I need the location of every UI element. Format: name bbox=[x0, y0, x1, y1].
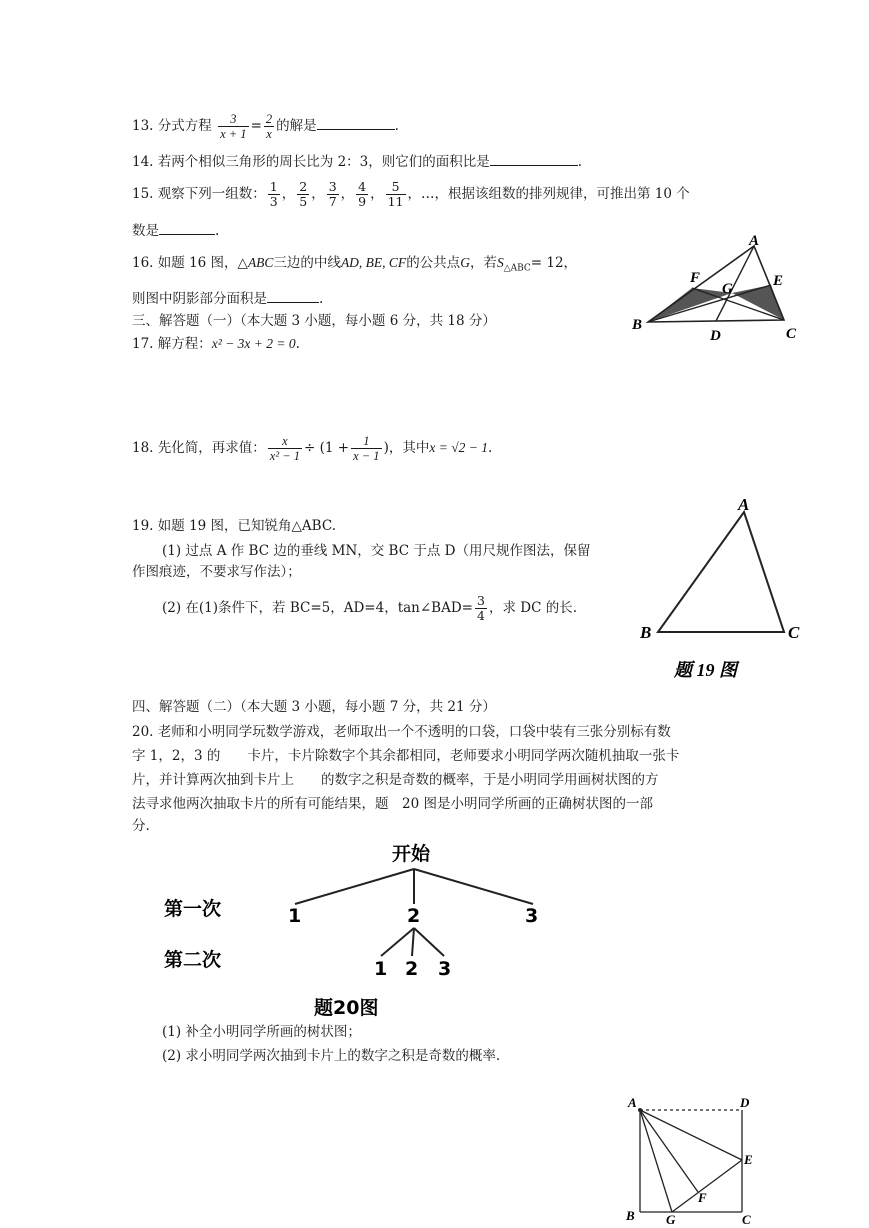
answer-blank[interactable] bbox=[267, 288, 319, 303]
fraction-2-over-x: $\frac{2}{x}$ bbox=[265, 112, 273, 141]
label-b: B bbox=[626, 1208, 635, 1223]
question-19-part-1: (1) 过点 A 作 BC 边的垂线 MN，交 BC 于点 D（用尺规作图法，保留 bbox=[162, 543, 591, 559]
figure-20-caption: 题20图 bbox=[314, 997, 379, 1019]
fraction-x-over-x2-minus-1: $\frac{x}{\text{x² − 1}}$ bbox=[269, 434, 301, 463]
tree-root-label: 开始 bbox=[392, 843, 431, 865]
branch-2-2 bbox=[412, 928, 414, 956]
question-17: 17. 解方程：x² − 3x + 2 = 0. bbox=[132, 336, 300, 352]
answer-blank[interactable] bbox=[159, 220, 215, 235]
label-d: D bbox=[710, 328, 721, 344]
tree-first-1: 1 bbox=[288, 905, 302, 927]
branch-root-1 bbox=[295, 869, 414, 904]
question-19-part-2: (2) 在(1)条件下，若 BC=5，AD=4，tan∠BAD= $\frac{3}{4}$ ，求 DC 的长. bbox=[162, 593, 577, 623]
label-c: C bbox=[742, 1212, 751, 1227]
triangle-abc bbox=[658, 512, 784, 632]
answer-blank[interactable] bbox=[490, 151, 578, 166]
segment-ge bbox=[672, 1160, 742, 1212]
sequence-fraction: $\frac{2}{5}$ bbox=[299, 179, 308, 209]
question-19-part-1-cont: 作图痕迹，不要求写作法）； bbox=[132, 564, 301, 580]
question-16: 16. 如题 16 图，△ABC三边的中线AD, BE, CF的公共点G，若$S_{\triangle ABC}= 12$， bbox=[132, 255, 578, 274]
figure-19-caption: 题 19 图 bbox=[674, 660, 737, 680]
sequence-fraction: $\frac{1}{3}$ bbox=[269, 179, 278, 209]
question-15: 15. 观察下列一组数： $\frac{1}{3}$ ， $\frac{2}{5}$ ， $\frac{3}{7}$ ， $\frac{4}{9}$ ， $\frac{5}{11}$ ，…，根据该组数的排列规律，可推出第 10 个 bbox=[132, 179, 690, 209]
branch-2-3 bbox=[414, 928, 444, 956]
branch-2-1 bbox=[381, 928, 414, 956]
tree-first-2: 2 bbox=[407, 905, 421, 927]
label-c: C bbox=[788, 623, 800, 642]
label-a: A bbox=[749, 233, 760, 249]
question-14: 14. 若两个相似三角形的周长比为 2：3，则它们的面积比是 . bbox=[132, 151, 582, 172]
segment-ag bbox=[640, 1110, 672, 1212]
question-20-line-4: 法寻求他两次抽取卡片的所有可能结果，题 20 图是小明同学所画的正确树状图的一部 bbox=[132, 796, 653, 812]
label-d: D bbox=[740, 1095, 750, 1110]
figure-16-triangle bbox=[626, 230, 806, 345]
question-20-part-2: (2) 求小明同学两次抽到卡片上的数字之积是奇数的概率. bbox=[162, 1048, 501, 1064]
figure-21-square bbox=[620, 1090, 760, 1228]
question-20-line-5: 分. bbox=[132, 818, 150, 834]
point-a bbox=[638, 1108, 642, 1112]
label-f: F bbox=[690, 270, 701, 286]
question-19: 19. 如题 19 图，已知锐角△ABC. bbox=[132, 518, 336, 534]
shaded-region-left bbox=[648, 288, 732, 322]
label-a: A bbox=[628, 1095, 637, 1110]
question-18: 18. 先化简，再求值： $\frac{x}{\text{x² − 1}}$ ÷ (1 + $\frac{1}{x - 1}$ )，其中x = √2 − 1. bbox=[132, 434, 493, 463]
tree-second-1: 1 bbox=[374, 958, 388, 980]
tree-row-first-label: 第一次 bbox=[164, 898, 222, 920]
sequence-fraction: $\frac{5}{11}$ bbox=[387, 179, 404, 209]
fraction-3-over-x-plus-1: $\frac{3}{x + 1}$ bbox=[220, 112, 247, 141]
segment-ae bbox=[640, 1110, 742, 1160]
label-b: B bbox=[640, 623, 652, 642]
question-20-part-1: (1) 补全小明同学所画的树状图； bbox=[162, 1024, 361, 1040]
label-g: G bbox=[666, 1212, 676, 1227]
branch-root-3 bbox=[414, 869, 533, 904]
question-15-cont: 数是 . bbox=[132, 220, 219, 241]
sequence-fraction: $\frac{4}{9}$ bbox=[358, 179, 367, 209]
label-b: B bbox=[632, 317, 643, 333]
figure-19-triangle bbox=[628, 490, 818, 690]
tree-second-3: 3 bbox=[438, 958, 452, 980]
answer-blank[interactable] bbox=[317, 115, 395, 130]
section-3-heading: 三、解答题（一）（本大题 3 小题，每小题 6 分，共 18 分） bbox=[132, 313, 496, 329]
label-e: E bbox=[773, 273, 784, 289]
fraction-1-over-x-minus-1: $\frac{1}{x - 1}$ bbox=[353, 434, 380, 463]
sequence-fraction: $\frac{3}{7}$ bbox=[328, 179, 337, 209]
tree-second-2: 2 bbox=[405, 958, 419, 980]
question-16-cont: 则图中阴影部分面积是 . bbox=[132, 288, 323, 309]
question-20-line-1: 20. 老师和小明同学玩数学游戏，老师取出一个不透明的口袋，口袋中装有三张分别标有数 bbox=[132, 724, 671, 740]
label-f: F bbox=[698, 1190, 707, 1205]
label-c: C bbox=[786, 326, 797, 342]
label-g: G bbox=[722, 281, 733, 297]
section-4-heading: 四、解答题（二）（本大题 3 小题，每小题 7 分，共 21 分） bbox=[132, 699, 496, 715]
figure-20-tree-diagram bbox=[150, 836, 550, 1022]
label-a: A bbox=[738, 495, 750, 514]
question-13: 13. 分式方程 $\frac{3}{x + 1}$ = $\frac{2}{x}$ 的解是 . bbox=[132, 112, 399, 141]
tree-row-second-label: 第二次 bbox=[164, 949, 222, 971]
question-20-line-3: 片，并计算两次抽到卡片上 的数字之积是奇数的概率，于是小明同学用画树状图的方 bbox=[132, 772, 659, 788]
label-e: E bbox=[744, 1152, 753, 1167]
fraction-3-over-4: $\frac{3}{4}$ bbox=[477, 593, 485, 623]
question-20-line-2: 字 1，2，3 的 卡片，卡片除数字个其余都相同，老师要求小明同学两次随机抽取一张卡 bbox=[132, 748, 680, 764]
tree-first-3: 3 bbox=[525, 905, 539, 927]
segment-af bbox=[640, 1110, 698, 1192]
